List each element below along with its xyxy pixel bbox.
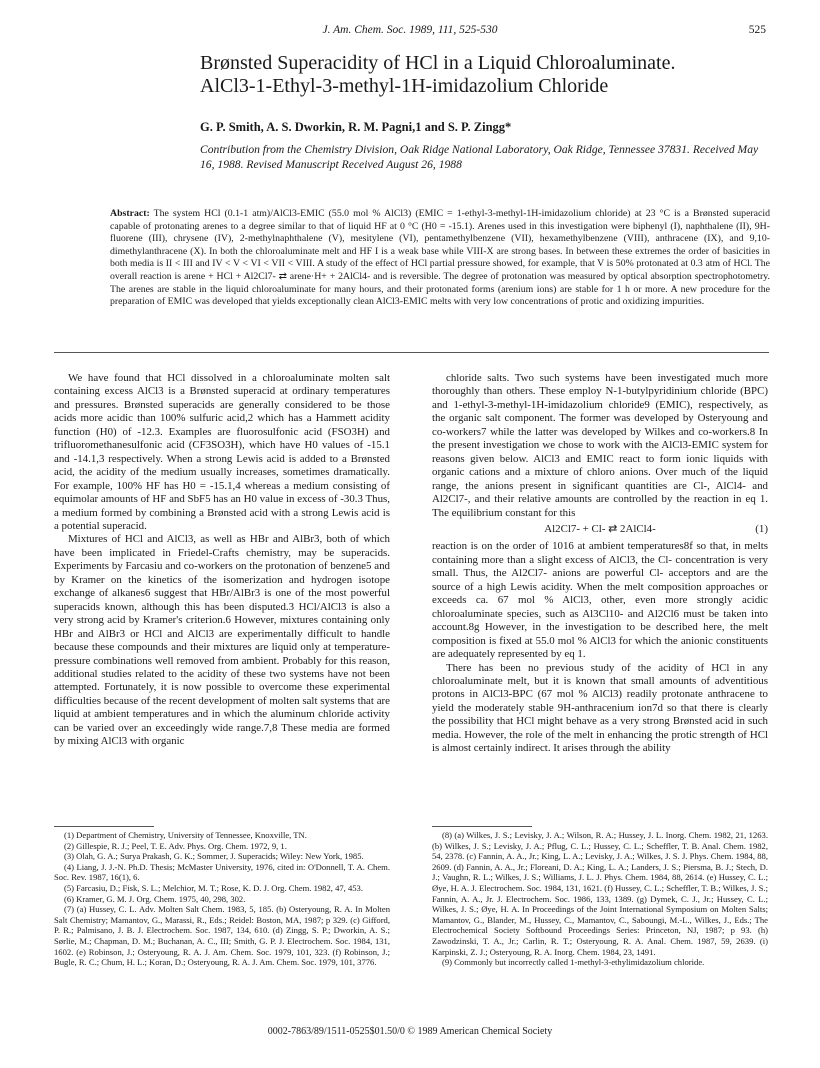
footnote: (5) Farcasiu, D.; Fisk, S. L.; Melchior, M. T.; Rose, K. D. J. Org. Chem. 1982, 47, 453. [64, 882, 363, 893]
footnote: (6) Kramer, G. M. J. Org. Chem. 1975, 40, 298, 302. [64, 893, 246, 904]
equation-number: (1) [755, 522, 768, 535]
footnote: (1) Department of Chemistry, University of Tennessee, Knoxville, TN. [64, 830, 307, 840]
body-column-left [54, 372, 390, 749]
abstract-text: The system HCl (0.1-1 atm)/AlCl3-EMIC (55.0 mol % AlCl3) (EMIC = 1-ethyl-3-methyl-1H-imidazolium chloride) at 23 °C is a Brønsted superacid capable of protonating arenes to a degree similar to that of liquid HF at 0 °C (H0 = -15.1). Arenes used in this investigation were biphenyl (I), naphthalene (II), 9H-fluorene (III), chrysene (IV), 2-methylnaphthalene (V), mesitylene (VI), pentamethylbenzene (VII), hexamethylbenzene (VIII), anthracene (IX), and 9,10-dimethylanthracene (X). In both the chloroaluminate melt and HF I is a weak base while VIII-X are strong bases. In between these extremes the order of basicities in both media is II < III and IV < V < VI < VII < VIII. A study of the effect of HCl partial pressure showed, for example, that V is 50% protonated at 0.3 atm of HCl. The overall reaction is arene + HCl + Al2Cl7- ⇄ arene·H+ + 2AlCl4- and is reversible. The degree of protonation was measured by optical absorption spectrophotometry. The arenes are stable in the liquid chloroaluminate for many hours, and their protonated forms (arenium ions) are stable for 1 h or more. A new procedure for the preparation of EMIC was developed that yields exceptionally clean AlCl3-EMIC melts with very low concentrations of protic and oxidizing impurities. [110, 208, 770, 308]
title-line-2: AlCl3-1-Ethyl-3-methyl-1H-imidazolium Chloride [200, 75, 609, 97]
footnotes-left [54, 830, 390, 968]
body-column-right [432, 372, 768, 756]
paragraph: chloride salts. Two such systems have been investigated much more thoroughly than others. These employ N-1-butylpyridinium chloride (BPC) and 1-ethyl-3-methyl-1H-imidazolium chloride9 (EMIC), respectively, as the organic salt component. The former was developed by Osteryoung and co-workers7 while the latter was developed by Wilkes and co-workers.8 In the present investigation we chose to work with the AlCl3-EMIC system for reasons given below. AlCl3 and EMIC react to form ionic liquids with organic cations and a mixture of chloro anions. Over much of the liquid range, the anions present in significant quantities are Cl-, AlCl4- and Al2Cl7-, and their relative amounts are controlled by the reaction in eq 1. The equilibrium constant for this [432, 372, 768, 519]
article-title [200, 52, 760, 98]
equation-1 [432, 523, 768, 536]
abstract [110, 208, 770, 309]
footnote-rule [432, 826, 532, 827]
footnote: (2) Gillespie, R. J.; Peel, T. E. Adv. Phys. Org. Chem. 1972, 9, 1. [64, 840, 287, 851]
paragraph: Mixtures of HCl and AlCl3, as well as HBr and AlBr3, both of which have been implicated in Friedel-Crafts chemistry, may be superacids. Experiments by Farcasiu and co-workers on the protonation of benzene5 and by Kramer on the kinetics of the isomerization and hydrogen isotope exchange of alkanes6 suggest that HBr/AlBr3 is one of the most powerful superacids known, although this has been disputed.3 HCl/AlCl3 is also a very strong acid by Kramer's criterion.6 However, mixtures containing only HBr and AlBr3 or HCl and AlCl3 are experimentally difficult to handle because these compounds and their mixtures are liquid only at temperature-pressure combinations well removed from ambient. Probably for this reason, additional studies related to the acidity of these two systems have not been attempted. Fortunately, it is now possible to overcome these experimental difficulties because of the recent development of molten salt systems that are liquid at ambient temperatures and in which the aluminum chloride activity can be varied over an exceedingly wide range.7,8 These media are formed by mixing AlCl3 with organic [54, 533, 390, 748]
author-list: G. P. Smith, A. S. Dworkin, R. M. Pagni,1 and S. P. Zingg* [200, 120, 512, 134]
paragraph: reaction is on the order of 1016 at ambient temperatures8f so that, in melts containing more than a slight excess of AlCl3, the Cl- concentration is very small. Thus, the Al2Cl7- anions are powerful Cl- acceptors and are the source of a high Lewis acidity. When the melt composition approaches or exceeds ca. 67 mol % AlCl3, other, even more strongly acidic chloroaluminate species, such as Al3Cl10- and Al2Cl6 must be taken into account.8g However, in the investigation to be described here, the melt composition is fixed at 55.0 mol % AlCl3 for which the anionic constituents are adequately represented by eq 1. [432, 540, 768, 661]
paragraph: We have found that HCl dissolved in a chloroaluminate molten salt containing excess AlCl3 is a Brønsted superacid at ordinary temperatures and pressures. Brønsted superacids are generally considered to be those acids more acidic than 100% sulfuric acid,2 which has a Hammett acidity function (H0) of -12.3. Examples are fluorosulfonic acid (FSO3H) and trifluoromethanesulfonic acid (CF3SO3H), which have H0 values of -15.1 and -14.1,3 respectively. When a strong Lewis acid is added to a Brønsted acid, the acidity of the medium usually increases, sometimes dramatically. For example, 100% HF has H0 = -15.1,4 whereas a medium consisting of equimolar amounts of HF and SbF5 has an H0 value in excess of -30.3 Thus, a medium formed by combining a Brønsted acid with a strong Lewis acid is a potential superacid. [54, 372, 390, 532]
footnote: (7) (a) Hussey, C. L. Adv. Molten Salt Chem. 1983, 5, 185. (b) Osteryoung, R. A. In Molten Salt Chemistry; Mamantov, G., Marassi, R., Eds.; Reidel: Boston, MA, 1987; p 329. (c) Gifford, P. R.; Palmisano, J. B. J. Electrochem. Soc. 1987, 134, 610. (d) Zingg, S. P.; Dworkin, A. S.; Sørlie, M.; Chapman, D. M.; Buchanan, A. C., III; Smith, G. P. J. Electrochem. Soc. 1984, 131, 1602. (e) Robinson, J.; Osteryoung, R. A. J. Am. Chem. Soc. 1979, 101, 323. (f) Robinson, J.; Bugle, R. C.; Chum, H. L.; Koran, D.; Osteryoung, R. A. J. Am. Chem. Soc. 1979, 101, 3776. [54, 904, 390, 968]
footnote: (4) Liang, J. J.-N. Ph.D. Thesis; McMaster University, 1976, cited in: O'Donnell, T. A. Chem. Soc. Rev. 1987, 16(1), 6. [54, 861, 390, 883]
page-number: 525 [748, 24, 766, 36]
footnote: (3) Olah, G. A.; Surya Prakash, G. K.; Sommer, J. Superacids; Wiley: New York, 1985. [64, 851, 364, 862]
equation-text: Al2Cl7- + Cl- ⇄ 2AlCl4- [544, 522, 656, 535]
title-line-1: Brønsted Superacidity of HCl in a Liquid Chloroaluminate. [200, 52, 676, 74]
paragraph: There has been no previous study of the acidity of HCl in any chloroaluminate melt, but it is known that small amounts of adventitious protons in AlCl3-BPC (67 mol % AlCl3) readily protonate anthracene to yield the moderately stable 9H-anthracenium ion7d so that there is clearly the possibility that HCl might behave as a very strong Brønsted acid in such media. However, the role of the melt in enhancing the protic strength of HCl is almost certainly indirect. It arises through the ability [432, 661, 768, 755]
copyright-line: 0002-7863/89/1511-0525$01.50/0 © 1989 American Chemical Society [267, 1026, 553, 1037]
affiliation: Contribution from the Chemistry Division, Oak Ridge National Laboratory, Oak Ridge, Tennessee 37831. Received May 16, 1988. Revised Manuscript Received August 26, 1988 [200, 143, 759, 171]
footnote: (8) (a) Wilkes, J. S.; Levisky, J. A.; Wilson, R. A.; Hussey, J. L. Inorg. Chem. 1982, 21, 1263. (b) Wilkes, J. S.; Levisky, J. A.; Pflug, C. L.; Hussey, C. L.; Scheffler, T. B. Anal. Chem. 1982, 54, 2378. (c) Fannin, A. A., Jr.; King, L. A.; Levisky, J. A.; Wilkes, J. S. J. Phys. Chem. 1984, 88, 2609. (d) Fannin, A. A., Jr.; Floreani, D. A.; King, L. A.; Landers, J. S.; Piersma, B. J.; Stech, D. J.; Vaughn, R. L.; Wilkes, J. S.; Williams, J. L. J. Phys. Chem. 1984, 88, 2614. (e) Hussey, C. L.; Øye, H. A. J. Electrochem. Soc. 1984, 131, 1621. (f) Hussey, C. L.; Scheffler, T. B.; Wilkes, J. S.; Fannin, A. A., Jr. J. Electrochem. Soc. 1986, 133, 1389. (g) Dymek, C. J., Jr.; Hussey, C. L.; Wilkes, J. S.; Øye, H. A. In Proceedings of the Joint International Symposium on Molten Salts; Mamantov, G., Blander, M., Hussey, C., Mamantov, C., Saboungi, M.-L., Wilkes, J., Eds.; The Electrochemical Society Softbound Proceedings Series: Princeton, NJ, 1987; p 93. (h) Zawodzinski, T. A., Jr.; Carlin, R. T.; Osteryoung, R. A. Anal. Chem. 1987, 59, 2639. (i) Karpinski, Z. J.; Osteryoung, R. A. Inorg. Chem. 1984, 23, 1491. [432, 830, 768, 957]
section-divider [54, 352, 769, 353]
journal-citation: J. Am. Chem. Soc. 1989, 111, 525-530 [322, 24, 498, 36]
footnote: (9) Commonly but incorrectly called 1-methyl-3-ethylimidazolium chloride. [442, 957, 705, 968]
footnote-rule [54, 826, 154, 827]
abstract-label: Abstract: [110, 208, 150, 219]
running-head [0, 24, 820, 40]
footnotes-right [432, 830, 768, 968]
